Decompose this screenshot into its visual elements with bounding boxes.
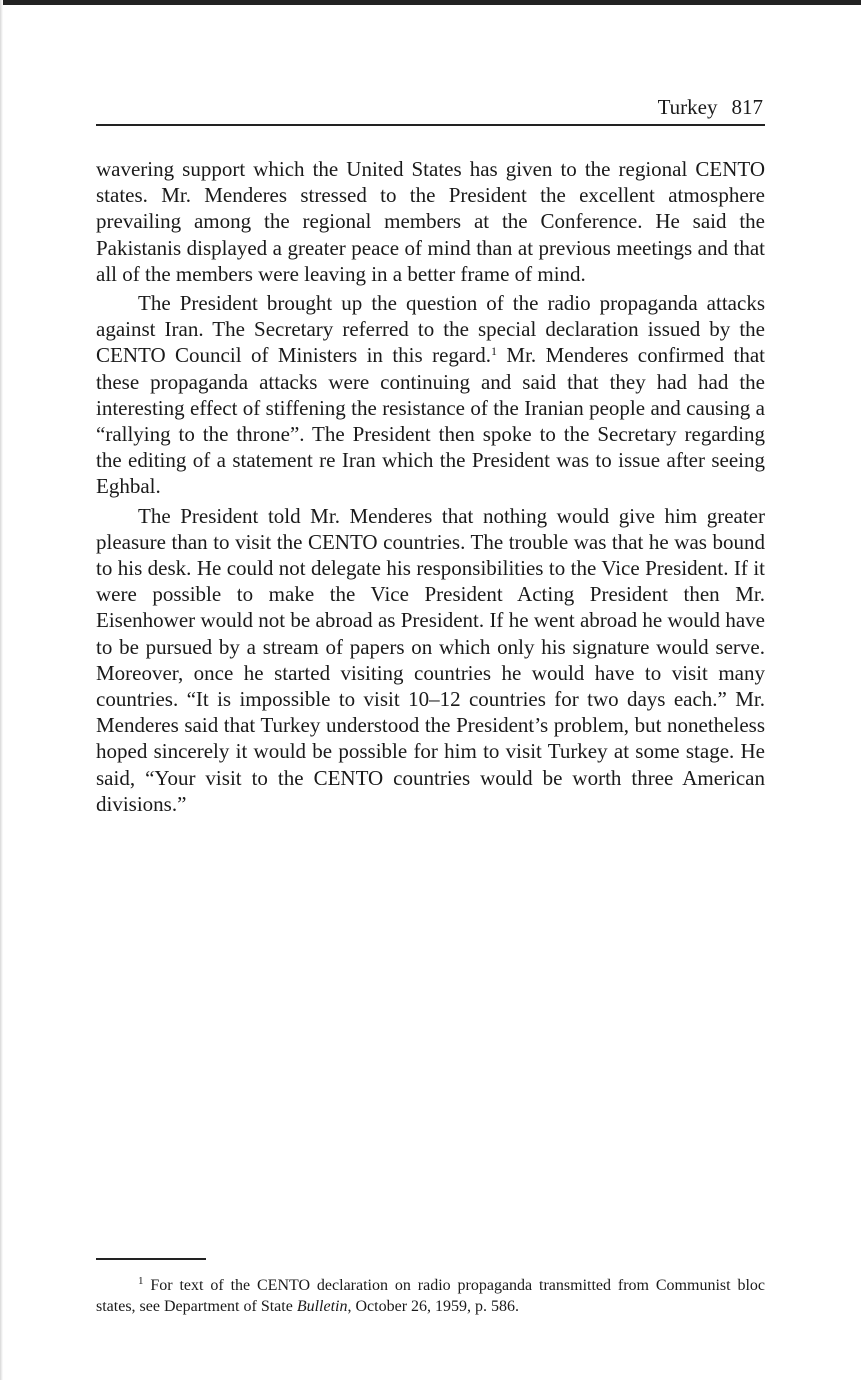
scan-edge-left [0,0,3,1380]
footnote [96,1275,765,1317]
running-head [658,94,763,120]
footnote-reference: 1 [491,344,497,359]
paragraph-text: Mr. Menderes confirmed that these propaganda attacks were continuing and said that they had had the interesting effect of stiffening the resistance of the Iranian people and causing a “rallying to the throne”. The President then spoke to the Secretary regarding the editing of a statement re Iran which the President was to issue after seeing Eghbal. [96,343,766,499]
page-number: 817 [731,95,763,119]
page-header [96,94,765,126]
running-title: Turkey [657,95,718,119]
scan-edge-top [0,0,861,5]
body-text [96,156,765,820]
paragraph-radio-propaganda [96,290,765,500]
paragraph-visit-cento: The President told Mr. Menderes that nothing would give him greater pleasure than to visit the CENTO countries. The trouble was that he was bound to his desk. He could not delegate his responsibilities to the Vice President. If it were possible to make the Vice President Acting President then Mr. Eisenhower would not be abroad as President. If he went abroad he would have to be pursued by a stream of papers on which only his signature would serve. Moreover, once he started visiting countries he would have to visit many countries. “It is impossible to visit 10–12 countries for two days each.” Mr. Menderes said that Turkey understood the President’s problem, but nonetheless hoped sincerely it would be possible for him to visit Turkey at some stage. He said, “Your visit to the CENTO countries would be worth three American divisions.” [96,503,765,816]
footnote-text-end: , October 26, 1959, p. 586. [347,1298,520,1315]
paragraph-text: The President brought up the question of the radio propaganda attacks against Iran. The Secretary referred to the special declaration issued by the CENTO Council of Ministers in this regard. [96,291,765,368]
paragraph-continued: wavering support which the United States has given to the regional CENTO states. Mr. Menderes stressed to the President the excellent atmosphere prevailing among the regional members at the Conference. He said the Pakistanis displayed a greater peace of mind than at previous meetings and that all of the members were leaving in a better frame of mind. [96,157,765,286]
footnote-publication-title: Bulletin [296,1298,348,1315]
footnote-number: 1 [138,1275,144,1287]
footnote-text: For text of the CENTO declaration on radio propaganda transmitted from Communist bloc states, see Department of State [96,1277,765,1315]
footnote-divider [96,1258,206,1260]
